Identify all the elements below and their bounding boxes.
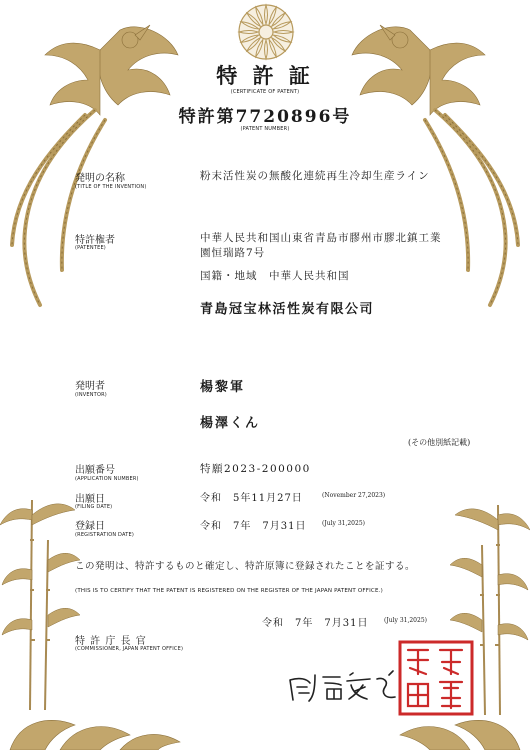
patentee-label-en: (PATENTEE) xyxy=(75,245,106,251)
bamboo-left-icon xyxy=(0,480,80,710)
application-value: 特願2023-200000 xyxy=(200,463,311,475)
registration-value: 令和 7年 7月31日 xyxy=(200,521,307,532)
filing-label-en: (FILING DATE) xyxy=(75,504,113,510)
phoenix-left-icon xyxy=(0,10,185,310)
issue-date-en: (July 31,2025) xyxy=(384,617,427,624)
patentee-company: 青島冠宝林活性炭有限公司 xyxy=(200,302,375,317)
patent-number-en: (PATENT NUMBER) xyxy=(240,126,290,132)
certify-statement-en: (THIS IS TO CERTIFY THAT THE PATENT IS REGISTERED ON THE REGISTER OF THE JAPAN PATENT OFFICE.) xyxy=(75,588,383,594)
patentee-label: 特許権者 xyxy=(75,235,115,246)
signature-icon xyxy=(285,665,415,705)
application-label-en: (APPLICATION NUMBER) xyxy=(75,476,139,482)
inventor-name-2: 楊澤くん xyxy=(200,416,261,431)
registration-label: 登録日 xyxy=(75,521,105,532)
application-label: 出願番号 xyxy=(75,465,115,476)
document-title: 特 許 証 xyxy=(216,63,314,88)
inventor-label-en: (INVENTOR) xyxy=(75,392,107,398)
invention-value: 粉末活性炭の無酸化連続再生冷却生産ライン xyxy=(200,170,430,182)
invention-label-en: (TITLE OF THE INVENTION) xyxy=(75,184,147,190)
invention-label: 発明の名称 xyxy=(75,173,125,184)
inventor-others-note: (その他別紙記載) xyxy=(408,438,471,447)
filing-value-en: (November 27,2023) xyxy=(322,492,386,499)
registration-value-en: (July 31,2025) xyxy=(322,520,365,527)
official-seal-icon xyxy=(398,640,474,716)
commissioner-title: 特 許 庁 長 官 xyxy=(75,636,147,647)
document-title-en: (CERTIFICATE OF PATENT) xyxy=(230,89,300,95)
certify-statement-jp: この発明は、特許するものと確定し、特許原簿に登録されたことを証する。 xyxy=(75,561,416,572)
patentee-nationality: 国籍・地域 中華人民共和国 xyxy=(200,270,350,282)
issue-date: 令和 7年 7月31日 xyxy=(262,618,369,629)
filing-label: 出願日 xyxy=(75,494,105,505)
patentee-address-line1: 中華人民共和国山東省青島市膠州市膠北鎮工業 xyxy=(200,232,442,244)
inventor-name-1: 楊黎軍 xyxy=(200,380,246,395)
phoenix-right-icon xyxy=(345,10,530,310)
registration-label-en: (REGISTRATION DATE) xyxy=(75,532,135,538)
commissioner-title-en: (COMMISSIONER, JAPAN PATENT OFFICE) xyxy=(75,646,184,652)
patent-number: 特許第7720896号 xyxy=(178,107,352,127)
patentee-address-line2: 園恒瑞路7号 xyxy=(200,247,266,259)
chrysanthemum-crest-icon xyxy=(236,2,296,62)
inventor-label: 発明者 xyxy=(75,381,105,392)
filing-value: 令和 5年11月27日 xyxy=(200,493,303,504)
